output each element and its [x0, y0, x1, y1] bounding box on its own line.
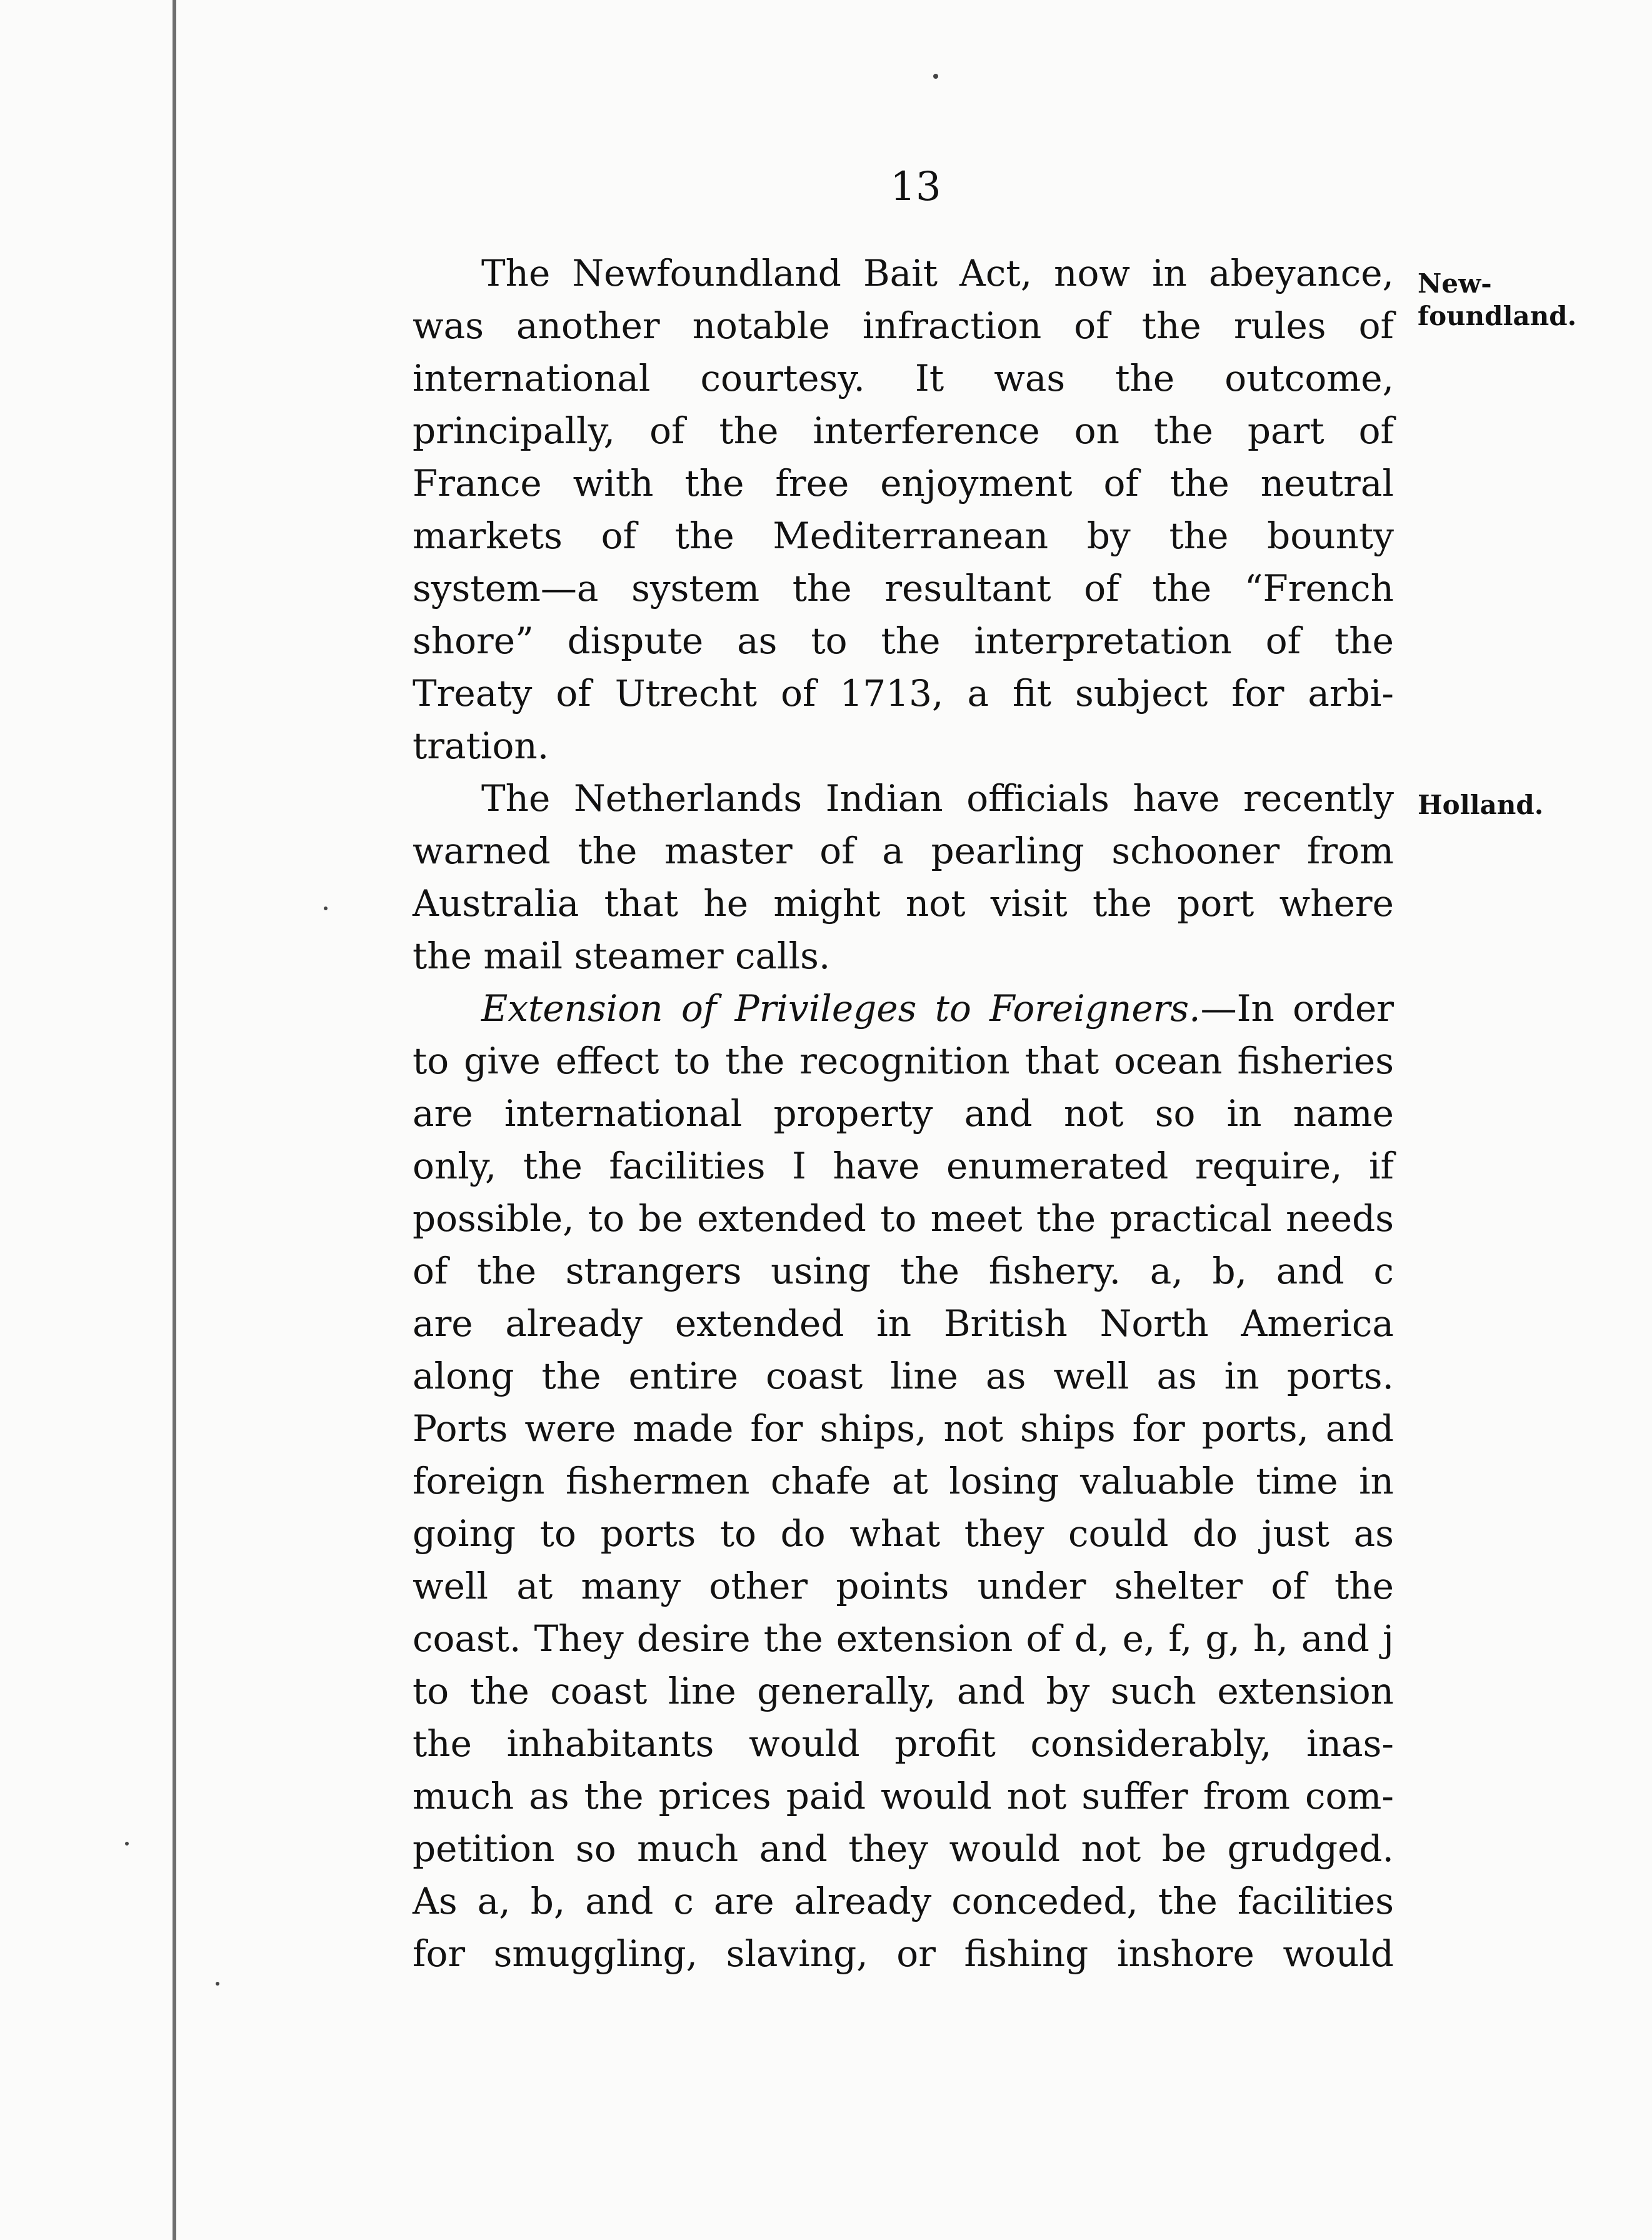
- ink-speck: [933, 74, 938, 79]
- text-line: principally, of the interference on the part of: [413, 409, 1394, 452]
- text-line: Australia that he might not visit the port where: [413, 882, 1394, 925]
- text-line: to the coast line generally, and by such extension: [413, 1670, 1394, 1712]
- text-line: are already extended in British North America: [413, 1302, 1394, 1345]
- text-line: much as the prices paid would not suffer from com-: [413, 1775, 1394, 1817]
- text-line: shore” dispute as to the interpretation of the: [413, 620, 1394, 662]
- text-line: The Netherlands Indian officials have recently: [481, 777, 1394, 820]
- section-heading: Extension of Privileges to Foreigners.: [481, 987, 1201, 1030]
- text-line: As a, b, and c are already conceded, the facilities: [413, 1880, 1394, 1922]
- ink-speck: [125, 1842, 129, 1846]
- text-line: to give effect to the recognition that ocean fisheries: [413, 1040, 1394, 1082]
- margin-note-line: New-: [1418, 268, 1492, 299]
- body-text: [413, 247, 1394, 1980]
- text-line: petition so much and they would not be grudged.: [413, 1827, 1394, 1870]
- margin-note-holland: [1418, 789, 1543, 821]
- text-line: The Newfoundland Bait Act, now in abeyance,: [481, 252, 1394, 294]
- text-line-with-heading: [413, 982, 1394, 1035]
- text-line: was another notable infraction of the rules of: [413, 304, 1394, 347]
- text-line: along the entire coast line as well as in ports.: [413, 1355, 1394, 1397]
- margin-note-line: Holland.: [1418, 790, 1544, 820]
- text-line: the mail steamer calls.: [413, 935, 831, 977]
- text-line: tration.: [413, 725, 549, 767]
- ink-speck: [324, 907, 328, 910]
- text-line: are international property and not so in name: [413, 1092, 1394, 1135]
- text-line: well at many other points under shelter of the: [413, 1565, 1394, 1607]
- ink-speck: [216, 1982, 219, 1986]
- text-line: markets of the Mediterranean by the bounty: [413, 515, 1394, 557]
- text-fragment: —In order: [1200, 987, 1394, 1030]
- text-line: of the strangers using the fishery. a, b, and c: [413, 1250, 1394, 1292]
- text-line: foreign fishermen chafe at losing valuable time in: [413, 1460, 1394, 1502]
- text-line: Ports were made for ships, not ships for ports, and: [413, 1407, 1394, 1450]
- text-line: coast. They desire the extension of d, e, f, g, h, and j: [413, 1617, 1394, 1660]
- margin-note-newfoundland: [1418, 268, 1576, 333]
- text-line: warned the master of a pearling schooner from: [413, 830, 1394, 872]
- text-line: possible, to be extended to meet the practical needs: [413, 1197, 1394, 1240]
- text-line: Treaty of Utrecht of 1713, a fit subject for arbi-: [413, 672, 1394, 715]
- margin-note-line: foundland.: [1418, 301, 1577, 331]
- text-line: France with the free enjoyment of the neutral: [413, 462, 1394, 505]
- text-line: for smuggling, slaving, or fishing inshore would: [413, 1932, 1394, 1975]
- text-line: only, the facilities I have enumerated require, if: [413, 1145, 1394, 1187]
- book-spine-edge: [173, 0, 176, 2240]
- text-line: system—a system the resultant of the “French: [413, 567, 1394, 610]
- text-line: going to ports to do what they could do just as: [413, 1512, 1394, 1555]
- page-number: 13: [890, 164, 941, 210]
- text-line: the inhabitants would profit considerably, inas-: [413, 1722, 1394, 1765]
- text-line: international courtesy. It was the outcome,: [413, 357, 1394, 399]
